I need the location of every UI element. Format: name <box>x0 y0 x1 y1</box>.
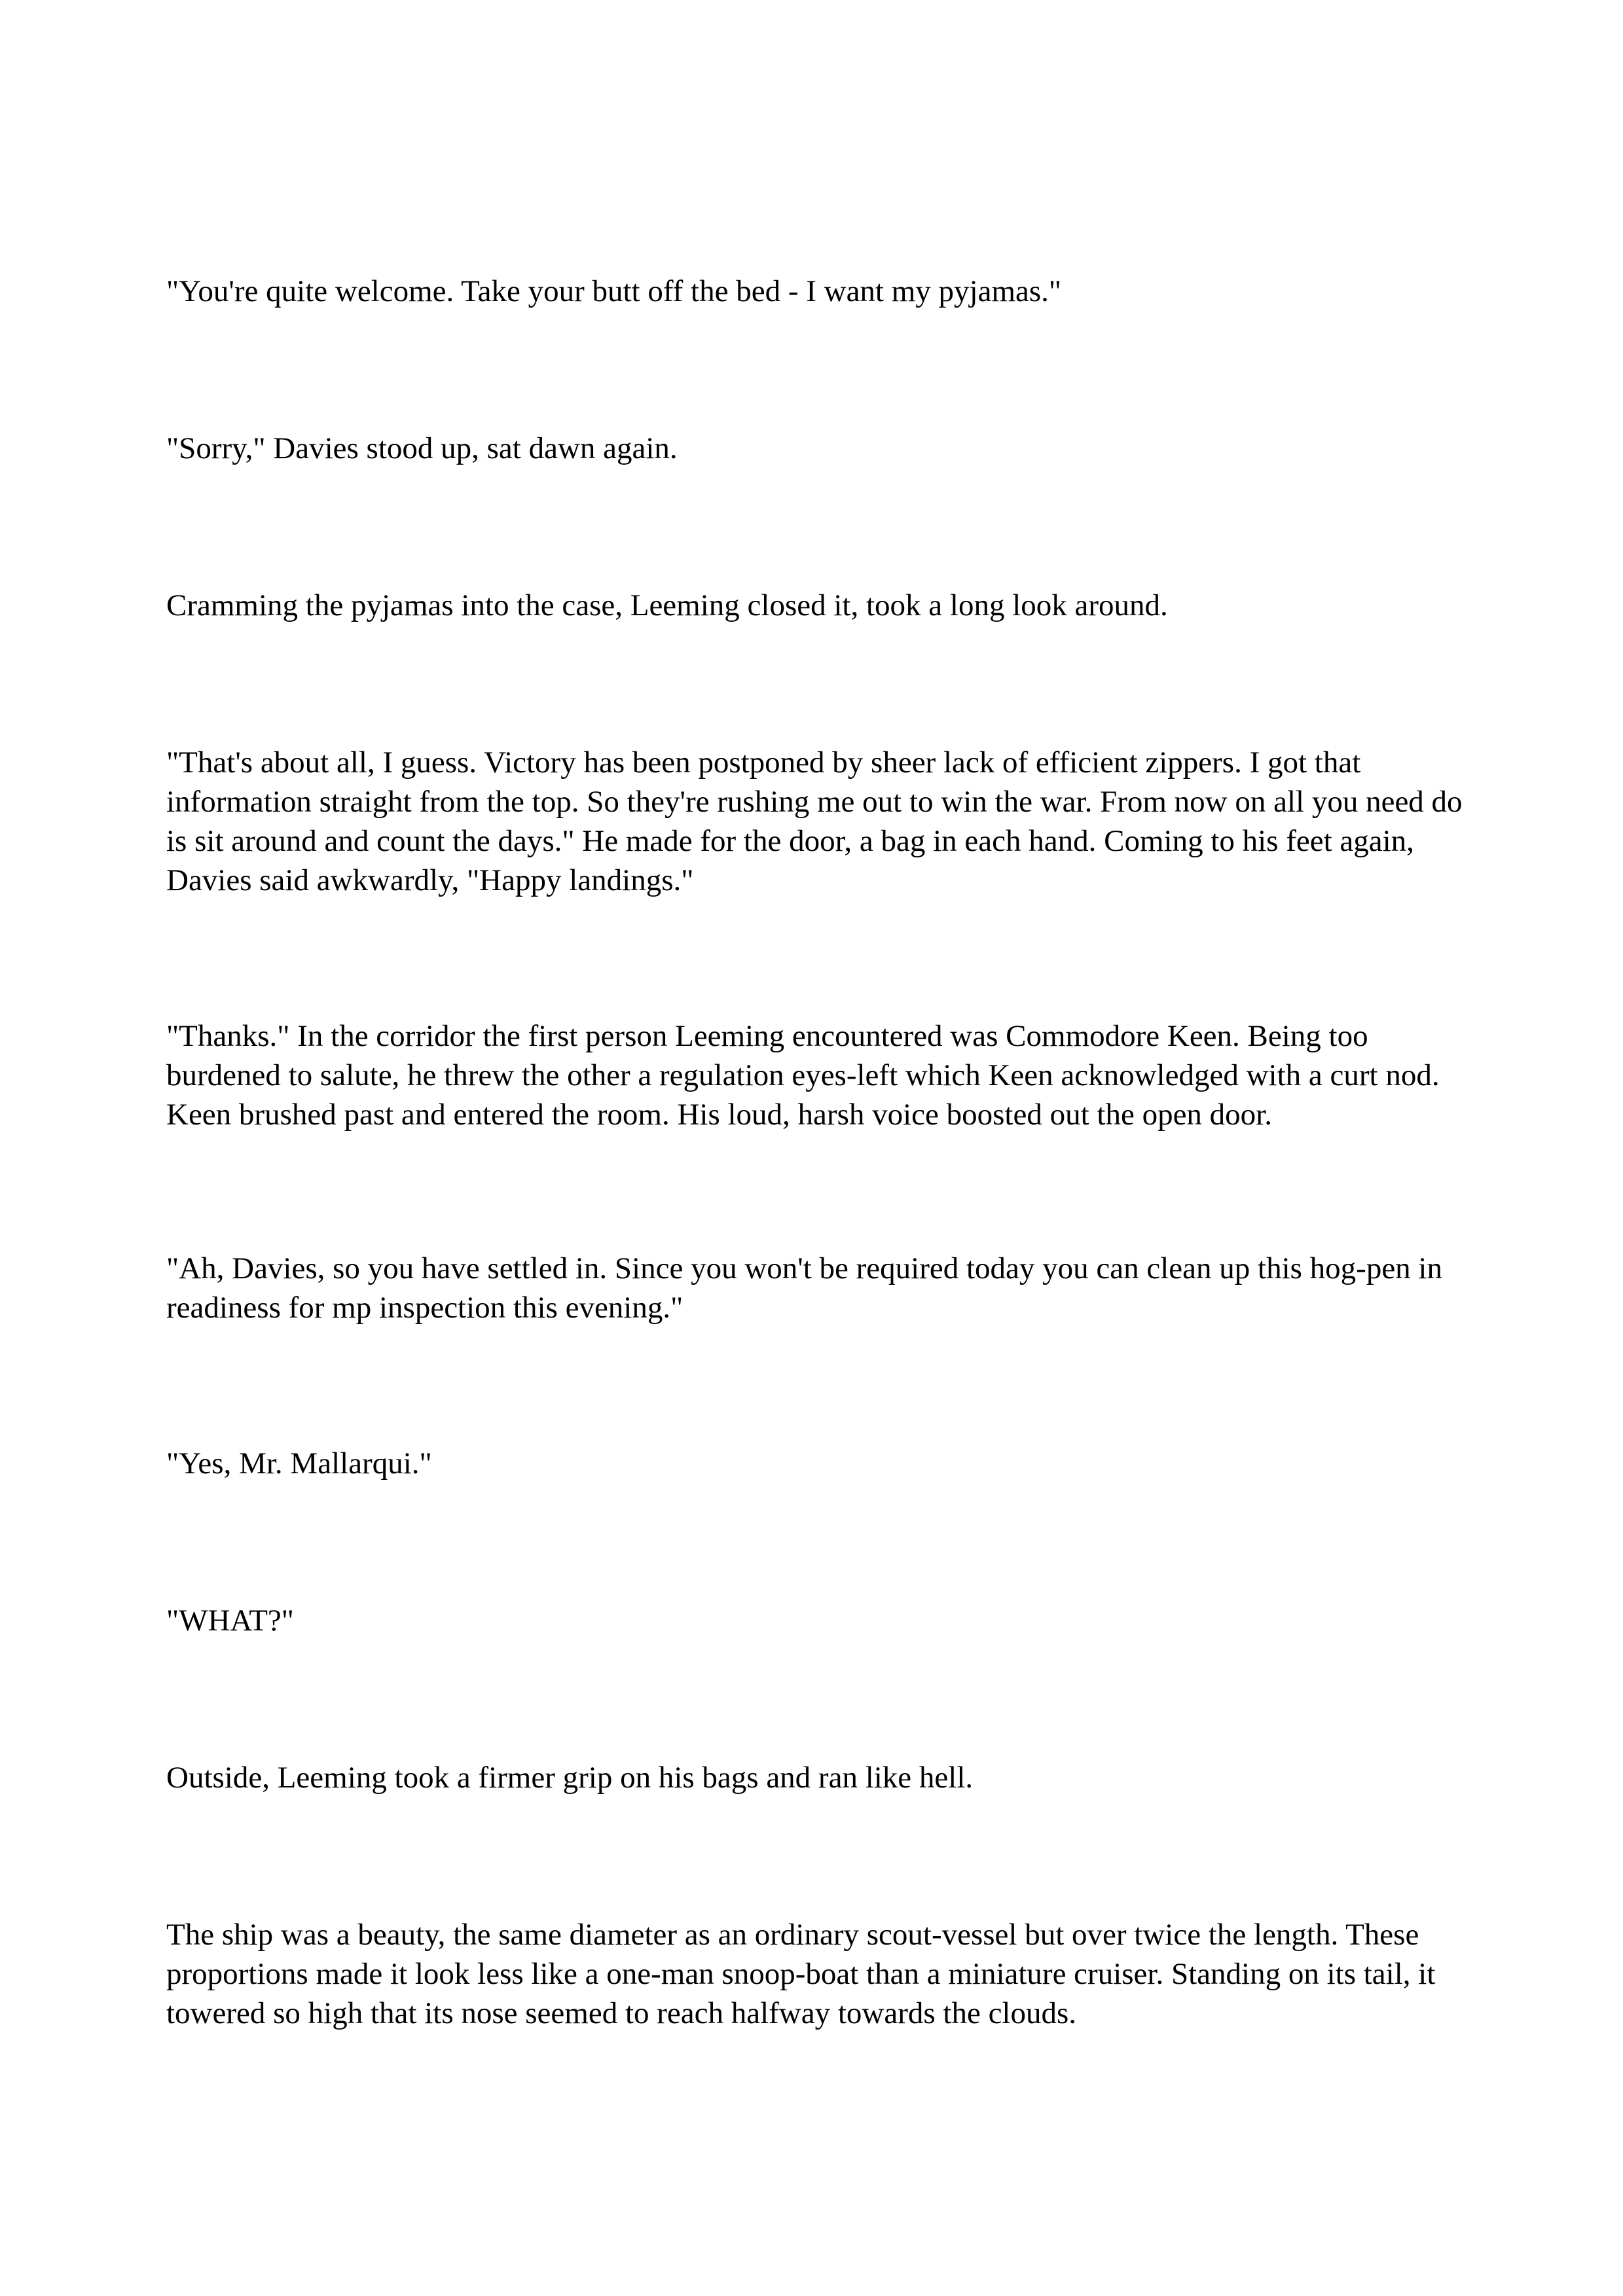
paragraph-6 <box>166 1249 1495 1327</box>
paragraph-4 <box>166 743 1495 900</box>
paragraph-line: is sit around and count the days." He made for the door, a bag in each hand. Coming to his feet again, <box>166 824 1414 858</box>
paragraph-line: "Sorry," Davies stood up, sat dawn again. <box>166 431 678 465</box>
paragraph-9 <box>166 1758 1495 1797</box>
paragraph-7 <box>166 1444 1495 1483</box>
paragraph-line: proportions made it look less like a one-man snoop-boat than a miniature cruiser. Standing on its tail, it <box>166 1957 1436 1991</box>
paragraph-line: "Yes, Mr. Mallarqui." <box>166 1446 432 1480</box>
paragraph-line: information straight from the top. So they're rushing me out to win the war. From now on all you need do <box>166 785 1463 819</box>
paragraph-line: The ship was a beauty, the same diameter as an ordinary scout-vessel but over twice the length. These <box>166 1918 1419 1952</box>
paragraph-line: "Ah, Davies, so you have settled in. Since you won't be required today you can clean up this hog-pen in <box>166 1251 1442 1285</box>
paragraph-line: burdened to salute, he threw the other a regulation eyes-left which Keen acknowledged with a curt nod. <box>166 1058 1440 1092</box>
paragraph-line: Cramming the pyjamas into the case, Leeming closed it, took a long look around. <box>166 588 1168 622</box>
paragraph-2 <box>166 429 1495 468</box>
paragraph-line: readiness for mp inspection this evening." <box>166 1291 684 1325</box>
paragraph-line: "WHAT?" <box>166 1604 294 1638</box>
paragraph-5 <box>166 1016 1495 1134</box>
paragraph-line: "That's about all, I guess. Victory has been postponed by sheer lack of efficient zippers. I got that <box>166 745 1361 780</box>
paragraph-1 <box>166 272 1495 311</box>
paragraph-line: Davies said awkwardly, "Happy landings." <box>166 863 694 897</box>
paragraph-line: towered so high that its nose seemed to reach halfway towards the clouds. <box>166 1996 1077 2030</box>
paragraph-line: "Thanks." In the corridor the first person Leeming encountered was Commodore Keen. Being too <box>166 1019 1368 1053</box>
paragraph-3 <box>166 586 1495 625</box>
paragraph-line: Keen brushed past and entered the room. His loud, harsh voice boosted out the open door. <box>166 1098 1272 1132</box>
paragraph-line: "You're quite welcome. Take your butt off the bed - I want my pyjamas." <box>166 274 1062 308</box>
paragraph-line: Outside, Leeming took a firmer grip on his bags and ran like hell. <box>166 1761 974 1795</box>
paragraph-8 <box>166 1601 1495 1640</box>
paragraph-10 <box>166 1915 1495 2033</box>
